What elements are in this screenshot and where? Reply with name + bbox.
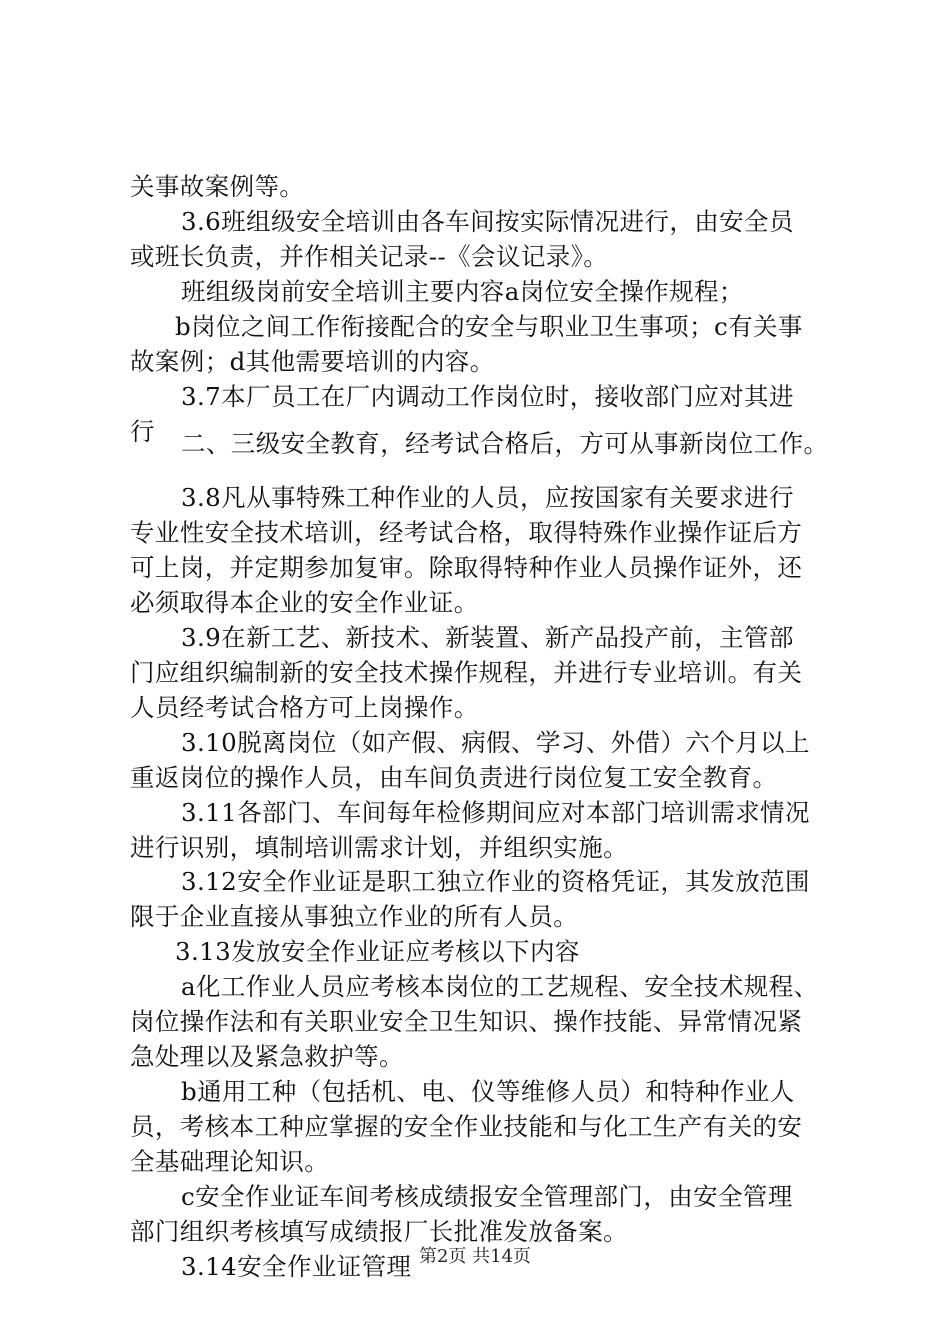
text-line: 3.11各部门、车间每年检修期间应对本部门培训需求情况 (181, 797, 810, 827)
text-line: b岗位之间工作衔接配合的安全与职业卫生事项；c有关事 (175, 311, 803, 341)
text-line: 3.9在新工艺、新技术、新装置、新产品投产前，主管部 (181, 622, 794, 652)
text-line: 3.14安全作业证管理 (181, 1251, 412, 1281)
text-line: 人员经考试合格方可上岗操作。 (130, 692, 479, 722)
text-line: 必须取得本企业的安全作业证。 (130, 587, 479, 617)
text-line: 3.12安全作业证是职工独立作业的资格凭证，其发放范围 (181, 867, 810, 897)
text-line: 全基础理论知识。 (130, 1147, 330, 1177)
text-line: a化工作业人员应考核本岗位的工艺规程、安全技术规程、 (181, 972, 819, 1002)
text-line: b通用工种（包括机、电、仪等维修人员）和特种作业人 (181, 1077, 795, 1107)
text-line: 员，考核本工种应掌握的安全作业技能和与化工生产有关的安 (130, 1112, 803, 1142)
text-line: 二、三级安全教育，经考试合格后，方可从事新岗位工作。 (181, 429, 829, 458)
text-line: 或班长负责，并作相关记录--《会议记录》。 (130, 241, 609, 271)
text-line: 3.6班组级安全培训由各车间按实际情况进行，由安全员 (181, 206, 794, 236)
text-line: 行 (130, 416, 155, 446)
text-line: c安全作业证车间考核成绩报安全管理部门，由安全管理 (181, 1182, 793, 1211)
text-line: 3.13发放安全作业证应考核以下内容 (175, 937, 580, 967)
text-line: 门应组织编制新的安全技术操作规程，并进行专业培训。有关 (130, 657, 803, 687)
text-line: 可上岗，并定期参加复审。除取得特种作业人员操作证外，还 (130, 552, 803, 582)
text-line: 3.7本厂员工在厂内调动工作岗位时，接收部门应对其进 (181, 381, 794, 411)
text-line: 急处理以及紧急救护等。 (130, 1042, 404, 1072)
text-line: 岗位操作法和有关职业安全卫生知识、操作技能、异常情况紧 (130, 1007, 803, 1037)
text-line: 3.8凡从事特殊工种作业的人员，应按国家有关要求进行 (181, 483, 794, 512)
page-number-footer: 第2页 共14页 (418, 1246, 532, 1267)
text-line: 部门组织考核填写成绩报厂长批准发放备案。 (130, 1216, 628, 1246)
text-line: 3.10脱离岗位（如产假、病假、学习、外借）六个月以上 (181, 727, 810, 757)
text-line: 关事故案例等。 (130, 172, 305, 201)
text-line: 专业性安全技术培训，经考试合格，取得特殊作业操作证后方 (130, 517, 803, 547)
text-line: 限于企业直接从事独立作业的所有人员。 (130, 902, 579, 932)
text-line: 重返岗位的操作人员，由车间负责进行岗位复工安全教育。 (130, 762, 778, 792)
text-line: 故案例；d其他需要培训的内容。 (130, 346, 495, 376)
text-line: 班组级岗前安全培训主要内容a岗位安全操作规程； (181, 276, 744, 306)
text-line: 进行识别，填制培训需求计划，并组织实施。 (130, 832, 628, 862)
